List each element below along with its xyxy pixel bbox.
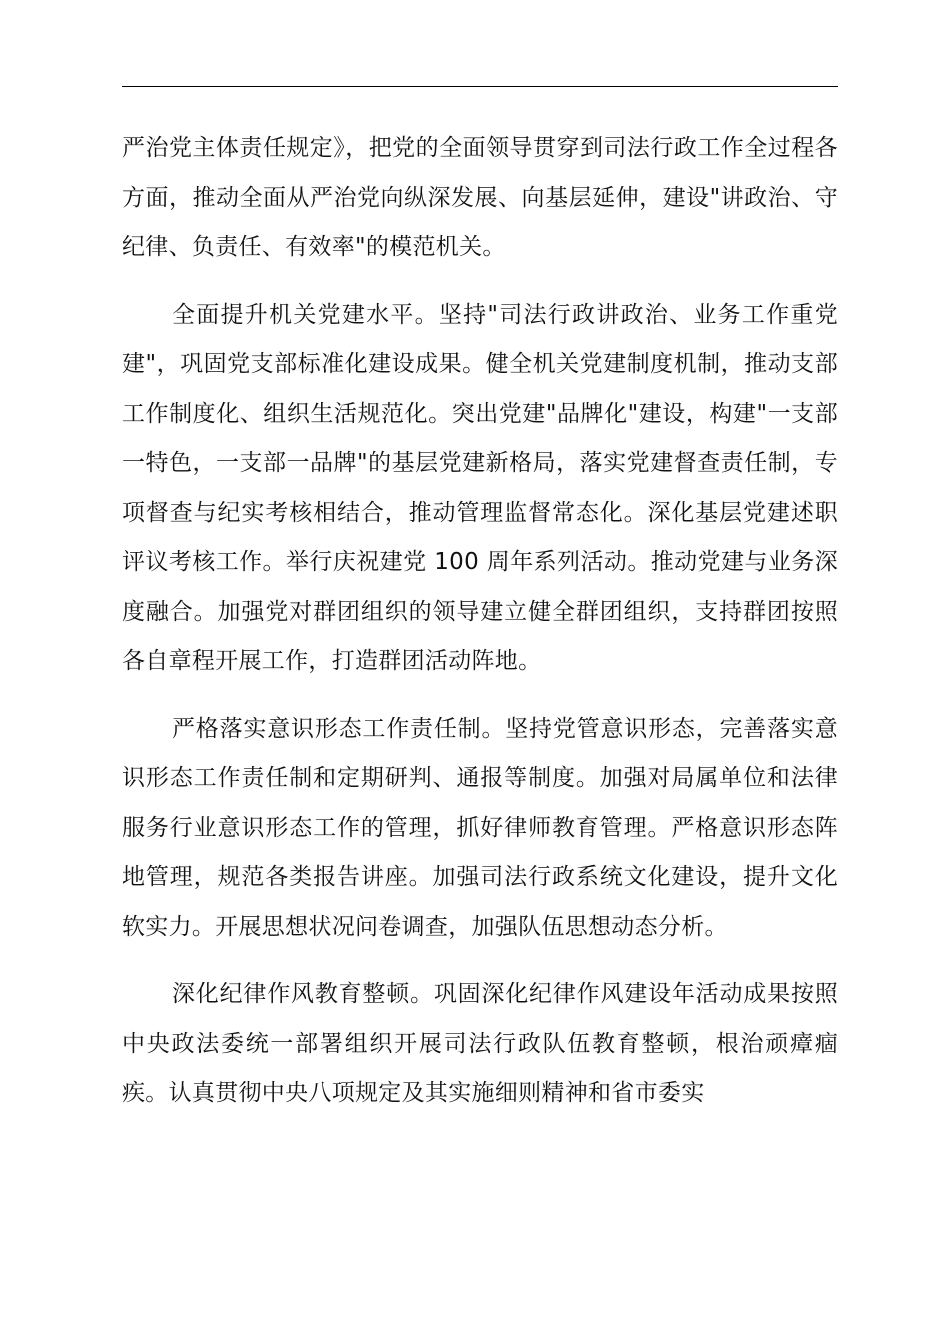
paragraph-party-building: 全面提升机关党建水平。坚持"司法行政讲政治、业务工作重党建"，巩固党支部标准化建设成果。健全机关党建制度机制，推动支部工作制度化、组织生活规范化。突出党建"品牌化"建设，构建"一支部一特色，一支部一品牌"的基层党建新格局，落实党建督查责任制，专项督查与纪实考核相结合，推动管理监督常态化。深化基层党建述职评议考核工作。举行庆祝建党 100 周年系列活动。推动党建与业务深度融合。加强党对群团组织的领导建立健全群团组织，支持群团按照各自章程开展工作，打造群团活动阵地。	[122, 301, 838, 674]
header-rule	[122, 86, 838, 87]
paragraph-ideology-responsibility: 严格落实意识形态工作责任制。坚持党管意识形态，完善落实意识形态工作责任制和定期研判、通报等制度。加强对局属单位和法律服务行业意识形态工作的管理，抓好律师教育管理。严格意识形态阵地管理，规范各类报告讲座。加强司法行政系统文化建设，提升文化软实力。开展思想状况问卷调查，加强队伍思想动态分析。	[122, 715, 838, 940]
paragraph-continuation: 严治党主体责任规定》，把党的全面领导贯穿到司法行政工作全过程各方面，推动全面从严治党向纵深发展、向基层延伸，建设"讲政治、守纪律、负责任、有效率"的模范机关。	[122, 135, 838, 260]
document-body	[122, 124, 838, 1137]
paragraph-discipline-rectification: 深化纪律作风教育整顿。巩固深化纪律作风建设年活动成果按照中央政法委统一部署组织开展司法行政队伍教育整顿，根治顽瘴痼疾。认真贯彻中央八项规定及其实施细则精神和省市委实	[122, 981, 838, 1106]
